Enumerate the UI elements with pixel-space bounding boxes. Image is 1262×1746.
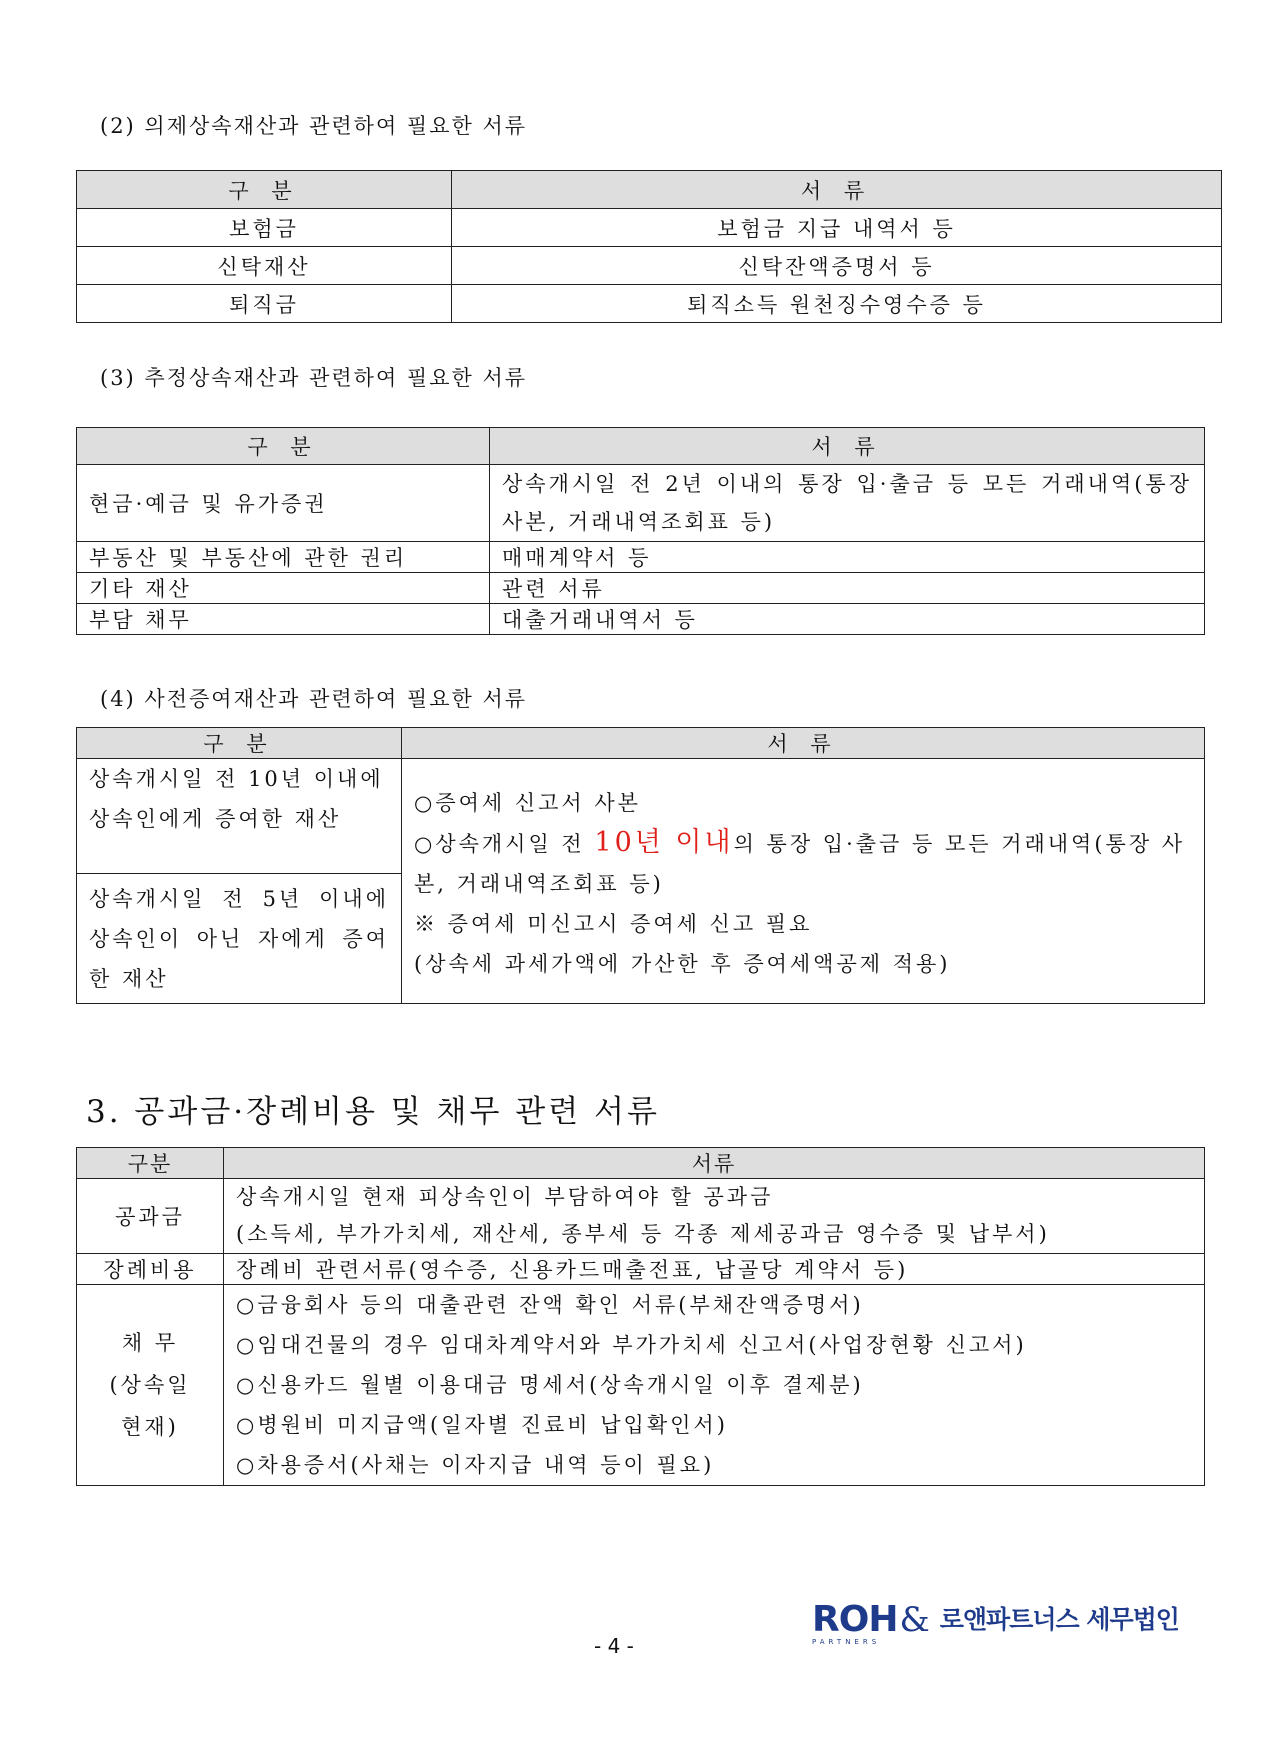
table-row [77, 1285, 1205, 1486]
row-category: 현금·예금 및 유가증권 [77, 465, 490, 542]
table-row [77, 285, 1222, 323]
list-item: ○임대건물의 경우 임대차계약서와 부가가치세 신고서(사업장현황 신고서) [236, 1333, 1027, 1357]
header-category: 구 분 [77, 728, 402, 759]
header-documents: 서 류 [490, 428, 1205, 465]
table-row [77, 604, 1205, 635]
debt-label-line: 현재) [121, 1415, 179, 1439]
header-documents: 서류 [224, 1148, 1205, 1179]
doc-line: ○증여세 신고서 사본 [414, 790, 641, 815]
row-documents: 상속개시일 전 2년 이내의 통장 입·출금 등 모든 거래내역(통장 사본, 거래내역조회표 등) [490, 465, 1205, 542]
logo-company-name: 로앤파트너스 세무법인 [939, 1605, 1179, 1634]
section3-heading: (3) 추정상속재산과 관련하여 필요한 서류 [100, 366, 528, 390]
debt-label-line: 채 무 [121, 1331, 179, 1355]
section2-heading: (2) 의제상속재산과 관련하여 필요한 서류 [100, 114, 528, 138]
doc-line [414, 823, 1192, 904]
row-documents: 관련 서류 [490, 573, 1205, 604]
main-heading: 3. 공과금·장례비용 및 채무 관련 서류 [86, 1094, 660, 1130]
logo-mark: ROH [812, 1599, 898, 1640]
table-row [77, 209, 1222, 247]
table-row [77, 1179, 1205, 1254]
row-category: 상속개시일 전 10년 이내에 상속인에게 증여한 재산 [77, 759, 402, 874]
section3-table [76, 427, 1205, 635]
header-category: 구 분 [77, 171, 452, 209]
row-category [77, 1285, 224, 1486]
doc-text: ○상속개시일 전 [414, 831, 595, 856]
table-row [77, 573, 1205, 604]
section2-table [76, 170, 1222, 323]
row-documents [402, 759, 1205, 1004]
header-category: 구 분 [77, 428, 490, 465]
table-row [77, 247, 1222, 285]
debt-label-line: (상속일 [109, 1373, 191, 1397]
row-category: 신탁재산 [77, 247, 452, 285]
doc-line: (상속세 과세가액에 가산한 후 증여세액공제 적용) [414, 951, 951, 976]
company-logo [812, 1599, 1179, 1646]
row-category: 부동산 및 부동산에 관한 권리 [77, 542, 490, 573]
table-row [77, 759, 1205, 874]
highlight-text: 10년 이내 [594, 826, 734, 858]
row-documents: 장례비 관련서류(영수증, 신용카드매출전표, 납골당 계약서 등) [224, 1254, 1205, 1285]
table-row [77, 1254, 1205, 1285]
table-row [77, 542, 1205, 573]
row-category: 퇴직금 [77, 285, 452, 323]
row-category: 장례비용 [77, 1254, 224, 1285]
row-documents: 보험금 지급 내역서 등 [452, 209, 1222, 247]
doc-line: (소득세, 부가가치세, 재산세, 종부세 등 각종 제세공과금 영수증 및 납부서) [236, 1222, 1050, 1246]
row-category: 공과금 [77, 1179, 224, 1254]
row-documents [224, 1285, 1205, 1486]
page-number: - 4 - [594, 1634, 634, 1658]
expenses-table [76, 1147, 1205, 1486]
row-documents: 퇴직소득 원천징수영수증 등 [452, 285, 1222, 323]
header-category: 구분 [77, 1148, 224, 1179]
row-category: 보험금 [77, 209, 452, 247]
header-documents: 서 류 [452, 171, 1222, 209]
section4-heading: (4) 사전증여재산과 관련하여 필요한 서류 [100, 687, 528, 711]
list-item: ○신용카드 월별 이용대금 명세서(상속개시일 이후 결제분) [236, 1373, 864, 1397]
doc-line: 상속개시일 현재 피상속인이 부담하여야 할 공과금 [236, 1185, 774, 1209]
row-documents: 매매계약서 등 [490, 542, 1205, 573]
list-item: ○차용증서(사채는 이자지급 내역 등이 필요) [236, 1453, 715, 1477]
logo-ampersand: & [899, 1600, 930, 1640]
row-category: 기타 재산 [77, 573, 490, 604]
row-category: 부담 채무 [77, 604, 490, 635]
row-documents [224, 1179, 1205, 1254]
table-row [77, 465, 1205, 542]
row-category: 상속개시일 전 5년 이내에 상속인이 아닌 자에게 증여한 재산 [77, 874, 402, 1004]
logo-subtitle: PARTNERS [812, 1638, 881, 1646]
header-documents: 서 류 [402, 728, 1205, 759]
list-item: ○병원비 미지급액(일자별 진료비 납입확인서) [236, 1413, 728, 1437]
row-documents: 대출거래내역서 등 [490, 604, 1205, 635]
doc-text: 의 통장 입·출금 등 모든 거래내역(통장 사본, 거래내역조회표 등) [414, 831, 1186, 896]
row-documents: 신탁잔액증명서 등 [452, 247, 1222, 285]
list-item: ○금융회사 등의 대출관련 잔액 확인 서류(부채잔액증명서) [236, 1293, 864, 1317]
doc-line: ※ 증여세 미신고시 증여세 신고 필요 [414, 911, 813, 936]
section4-table [76, 727, 1205, 1004]
